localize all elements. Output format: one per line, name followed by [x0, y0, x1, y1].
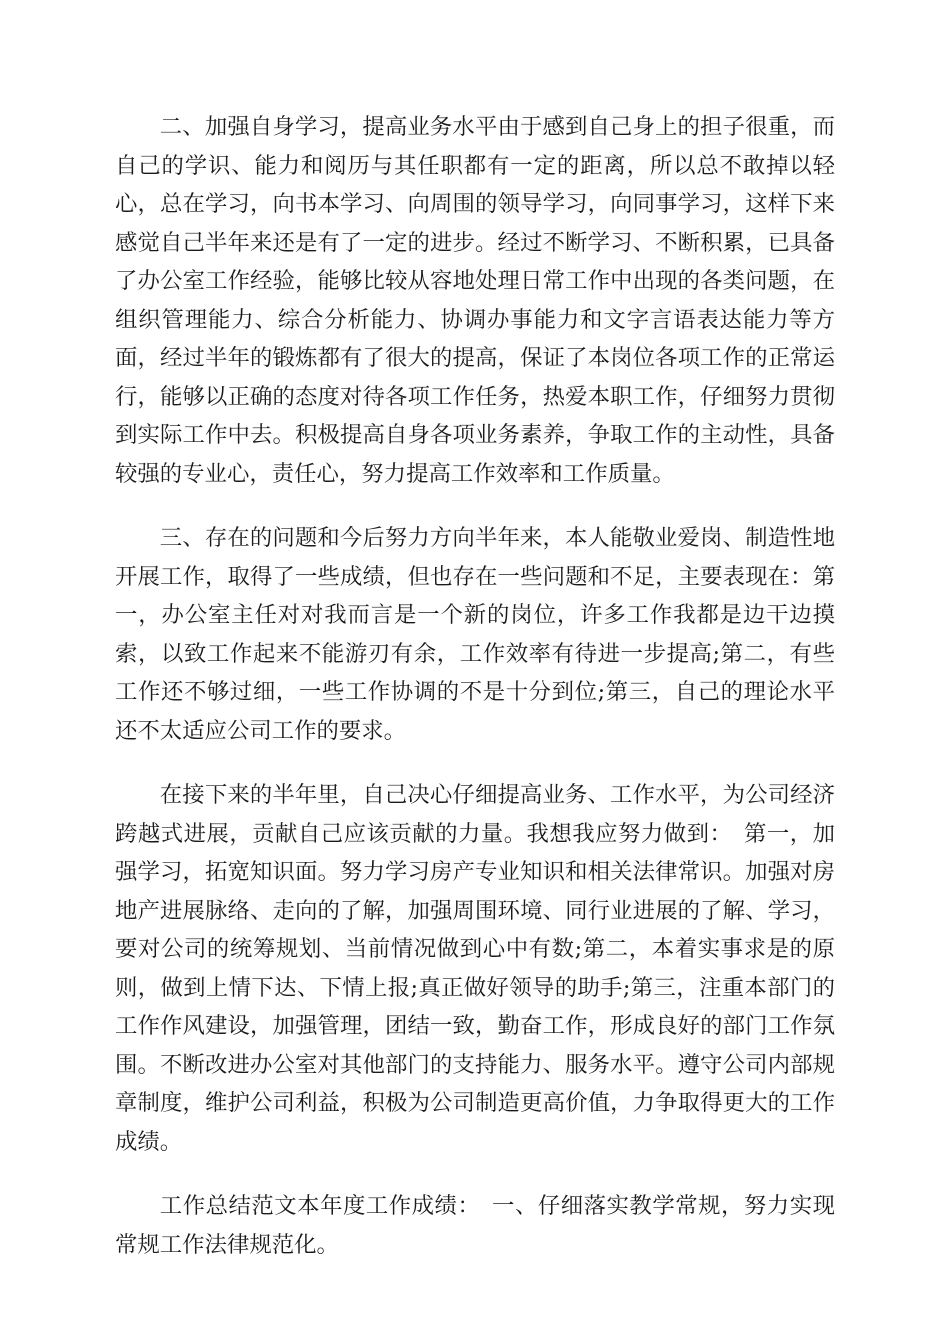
paragraph-annual-summary: 工作总结范文本年度工作成绩： 一、仔细落实教学常规，努力实现常规工作法律规范化。	[115, 1193, 835, 1258]
paragraph-next-half-year: 在接下来的半年里，自己决心仔细提高业务、工作水平，为公司经济跨越式进展，贡献自己应该贡献的力量。我想我应努力做到： 第一，加强学习，拓宽知识面。努力学习房产专业知识和相关法律常识。加强对房地产进展脉络、走向的了解，加强周围环境、同行业进展的了解、学习，要对公司的统筹规划、当前情况做到心中有数;第二，本着实事求是的原则，做到上情下达、下情上报;真正做好领导的助手;第三，注重本部门的工作作风建设，加强管理，团结一致，勤奋工作，形成良好的部门工作氛围。不断改进办公室对其他部门的支持能力、服务水平。遵守公司内部规章制度，维护公司利益，积极为公司制造更高价值，力争取得更大的工作成绩。	[115, 782, 835, 1155]
document-body	[115, 108, 835, 1290]
paragraph-problems: 三、存在的问题和今后努力方向半年来，本人能敬业爱岗、制造性地开展工作，取得了一些成绩，但也存在一些问题和不足，主要表现在：第一，办公室主任对对我而言是一个新的岗位，许多工作我都是边干边摸索，以致工作起来不能游刃有余，工作效率有待进一步提高;第二，有些工作还不够过细，一些工作协调的不是十分到位;第三，自己的理论水平还不太适应公司工作的要求。	[115, 525, 835, 744]
paragraph-self-study: 二、加强自身学习，提高业务水平由于感到自己身上的担子很重，而自己的学识、能力和阅历与其任职都有一定的距离，所以总不敢掉以轻心，总在学习，向书本学习、向周围的领导学习，向同事学习，这样下来感觉自己半年来还是有了一定的进步。经过不断学习、不断积累，已具备了办公室工作经验，能够比较从容地处理日常工作中出现的各类问题，在组织管理能力、综合分析能力、协调办事能力和文字言语表达能力等方面，经过半年的锻炼都有了很大的提高，保证了本岗位各项工作的正常运行，能够以正确的态度对待各项工作任务，热爱本职工作，仔细努力贯彻到实际工作中去。积极提高自身各项业务素养，争取工作的主动性，具备较强的专业心，责任心，努力提高工作效率和工作质量。	[115, 114, 835, 487]
